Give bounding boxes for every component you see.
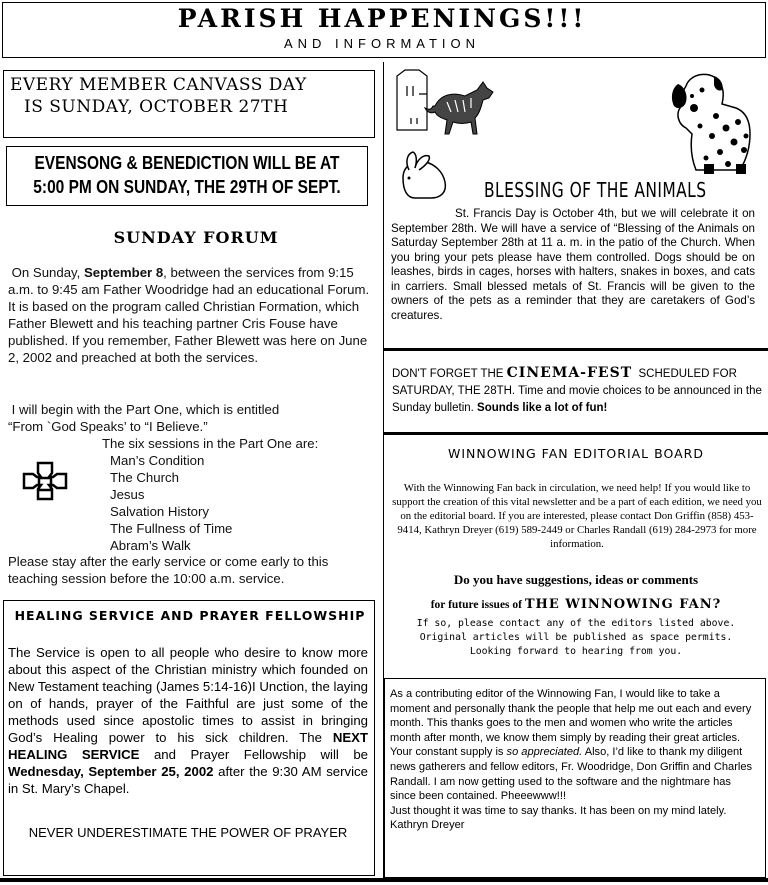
cat-illustration [395,66,495,138]
blessing-text: St. Francis Day is October 4th, but we will celebrate it on September 28th. We will have a service of “Blessing of the Animals on Saturday September 28th at 11 a. m. in the patio of the Church. When you bring your pets please have them controlled. Dogs should be on leashes, birds in cages, horses with halters, snakes in boxes, and cats in carriers. Small blessed metals of St. Francis will be given to the owners of the pets as a reminder that they are caretakers of God’s creatures. [391,207,755,322]
cinema-prefix: DON'T FORGET THE [392,368,507,380]
healing-next-service: NEXT HEALING SERVICE [8,730,368,762]
thanks-signature: Kathryn Dreyer [390,819,465,832]
winnowing-foot-line: If so, please contact any of the editors listed above. [416,618,736,629]
canvass-box [3,70,375,138]
thanks-text-a: As a contributing editor of the Winnowing Fan, I would like to take a moment and personally thank the people that help me out each and every month. This thanks goes to the men and women who write the articles month after month, we know them simply by reading their great articles. Your constant supply is [390,688,752,759]
winnowing-paragraph: With the Winnowing Fan back in circulation, we need help! If you would like to support the creation of this vital newsletter and be a part of each edition, we need you on the editorial board. If you are interested, please contact Don Griffin (858) 453-9414, Kathryn Dreyer (619) 589-2449 or Charles Randall (619) 284-2973 for more information. [392,482,762,550]
cinema-fest-label: CINEMA-FEST [506,365,633,381]
bottom-rule [0,878,768,882]
winnowing-question-2 [384,597,768,612]
winnowing-question: Do you have suggestions, ideas or comments [453,572,699,587]
healing-text-a: The Service is open to all people who desire to know more about this aspect of the Christian ministry which founded on New Testament teaching (James 5:14-16)I Unction, the laying on of hands, prayer of the Faithful are just some of the methods used since apostolic times to assist in bringing God’s Healing power to his sick children. The [8,645,368,745]
list-item: The Church [110,470,179,485]
canvass-line2: IS SUNDAY, OCTOBER 27TH [24,97,289,117]
winnowing-q2-text: for future issues of [430,599,525,611]
forum-p1-rest: , between the services from 9:15 a.m. to 9:45 am Father Woodridge had an educational Forum. It is based on the program called Christian Formation, which Father Blewett and his teaching partner Cris Fouse have published. If you remember, Father Blewett was here on June 2, 2002 and preached at both the services. [8,265,370,365]
forum-paragraph-2: I will begin with the Part One, which is entitled “From `God Speaks’ to “I Believe.” [8,402,283,434]
evensong-line1: EVENSONG & BENEDICTION WILL BE AT [34,153,340,173]
dog-illustration [656,66,762,176]
healing-footer: NEVER UNDERESTIMATE THE POWER OF PRAYER [28,825,348,840]
blessing-heading: BLESSING OF THE ANIMALS [484,178,707,202]
healing-text-b: and Prayer Fellowship will be [139,747,368,762]
cinema-fun: Sounds like a lot of fun! [477,402,608,414]
thanks-text-c: Just thought it was time to say thanks. It has been on my mind lately. [390,804,727,817]
list-item: Man’s Condition [110,453,205,468]
blessing-paragraph [391,207,755,323]
winnowing-heading: WINNOWING FAN EDITORIAL BOARD [448,446,704,461]
forum-paragraph-3: Please stay after the early service or come early to this teaching session before the 10:00 a.m. service. [8,554,329,586]
page-subtitle: AND INFORMATION [283,36,481,51]
thanks-italic: so appreciated. [506,746,583,759]
canvass-line1: EVERY MEMBER CANVASS DAY [10,75,307,95]
rabbit-illustration [395,148,455,200]
evensong-box [6,146,368,206]
cross-icon [20,459,70,509]
healing-paragraph [8,644,368,797]
healing-text-c: after the 9:30 AM service in St. Mary’s Chapel. [8,764,368,796]
sessions-list [102,435,364,554]
list-item: Jesus [110,487,145,502]
evensong-line2: 5:00 PM ON SUNDAY, THE 29TH OF SEPT. [33,177,341,197]
sessions-intro: The six sessions in the Part One are: [102,436,319,451]
list-item: Salvation History [110,504,209,519]
winnowing-footer [384,617,768,659]
thanks-paragraph [390,687,755,833]
forum-paragraph-1 [8,264,370,366]
forum-heading: SUNDAY FORUM [113,228,279,247]
list-item: The Fullness of Time [110,521,233,536]
section-divider [384,432,768,435]
winnowing-foot-line: Looking forward to hearing from you. [469,646,683,657]
cinema-text: SCHEDULED FOR SATURDAY, THE 28TH. Time and movie choices to be announced in the Sunday bulletin. [392,368,766,414]
section-divider [384,348,768,351]
forum-p1-date: September 8 [84,265,164,280]
cinema-notice [392,365,766,417]
thanks-text-b: Also, I’d like to thank my diligent news gatherers and fellow editors, Fr. Woodridge, Don Griffin and Charles Randall. I am now getting used to the software and the nightmare has since been contained. Pheeewww!!! [390,746,753,803]
list-item: Abram’s Walk [110,538,191,553]
winnowing-foot-line: Original articles will be published as space permits. [419,632,733,643]
forum-p1-text: On Sunday, [8,265,84,280]
healing-date: Wednesday, September 25, 2002 [8,764,214,779]
winnowing-fan-title: THE WINNOWING FAN? [524,597,722,612]
page-title: PARISH HAPPENINGS!!! [177,4,587,33]
healing-heading: HEALING SERVICE AND PRAYER FELLOWSHIP [14,608,366,623]
